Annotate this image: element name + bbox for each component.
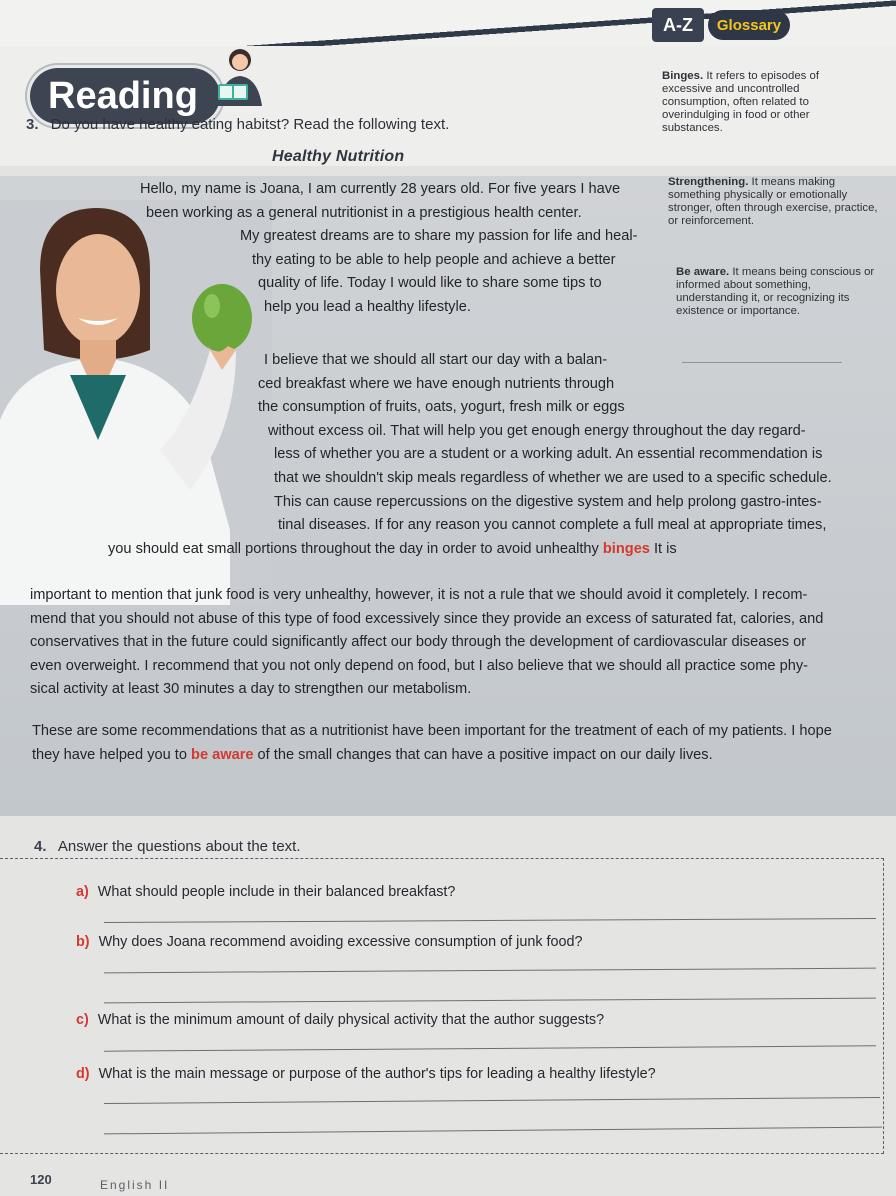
article-line <box>32 744 872 768</box>
glossary-be-aware <box>676 266 876 318</box>
glossary-binges <box>662 70 862 135</box>
question-text: Why does Joana recommend avoiding excessive consumption of junk food? <box>98 934 583 950</box>
reading-girl-icon <box>200 44 280 108</box>
article-line: tinal diseases. If for any reason you cannot complete a full meal at appropriate times, <box>278 517 827 534</box>
question-3 <box>26 116 449 133</box>
article-title: Healthy Nutrition <box>272 148 405 165</box>
question-4 <box>34 838 301 855</box>
question-b <box>76 934 583 950</box>
glossary-term: Binges. <box>662 70 704 82</box>
glossary-divider <box>682 362 842 363</box>
page-number: 120 <box>30 1172 52 1187</box>
article-line: sical activity at least 30 minutes a day to strengthen our metabolism. <box>30 681 472 698</box>
question-text: What should people include in their balanced breakfast? <box>97 884 456 900</box>
question-3-number: 3. <box>26 116 39 133</box>
answer-box <box>0 858 884 1154</box>
reading-label: Reading <box>48 74 198 117</box>
article-line: These are some recommendations that as a nutritionist have been important for the treatment of each of my patients. I hope <box>32 723 832 739</box>
question-c <box>76 1012 604 1028</box>
question-letter: b) <box>76 934 90 950</box>
article-line: My greatest dreams are to share my passion for life and heal- <box>240 228 638 245</box>
article-line: quality of life. Today I would like to share some tips to <box>258 275 602 292</box>
question-a <box>76 884 455 900</box>
article-line: that we shouldn't skip meals regardless of whether we are used to a specific schedule. <box>274 469 832 486</box>
question-d <box>76 1066 656 1082</box>
article-line: the consumption of fruits, oats, yogurt, fresh milk or eggs <box>258 399 625 416</box>
article-line: less of whether you are a student or a working adult. An essential recommendation is <box>274 446 823 463</box>
question-text: What is the minimum amount of daily physical activity that the author suggests? <box>97 1012 605 1028</box>
article-line: ced breakfast where we have enough nutrients through <box>258 375 615 392</box>
question-letter: c) <box>76 1012 89 1028</box>
article-paragraph-3 <box>30 584 880 702</box>
az-badge: A-Z <box>652 8 704 42</box>
article-line: important to mention that junk food is very unhealthy, however, it is not a rule that we should avoid it completely. I recom- <box>30 587 808 603</box>
question-4-number: 4. <box>34 838 47 855</box>
highlight-binges: binges <box>602 540 650 557</box>
glossary-definition: It refers to episodes of excessive and uncontrolled consumption, often related to overindulging in food or other substances. <box>662 70 820 134</box>
glossary-label: Glossary <box>708 10 790 40</box>
glossary-definition: It means making something physically or emotionally stronger, often through exercise, practice, or reinforcement. <box>668 176 878 227</box>
article-line: I believe that we should all start our day with a balan- <box>264 352 608 368</box>
book-label: English II <box>100 1178 170 1192</box>
article-line: mend that you should not abuse of this type of food excessively since they provide an excess of saturated fat, calories, and <box>30 610 824 627</box>
glossary-term: Be aware. <box>676 266 730 278</box>
article-line: been working as a general nutritionist in a prestigious health center. <box>146 204 582 221</box>
glossary-term: Strengthening. <box>668 176 749 188</box>
question-letter: a) <box>76 884 89 900</box>
article-line: Hello, my name is Joana, I am currently 28 years old. For five years I have <box>140 181 621 197</box>
article-text-fragment: they have helped you to <box>32 746 192 763</box>
highlight-be-aware: be aware <box>191 746 254 763</box>
article-line: thy eating to be able to help people and achieve a better <box>252 251 616 268</box>
article-paragraph-2 <box>108 349 878 561</box>
article-line: This can cause repercussions on the digestive system and help prolong gastro-intes- <box>274 493 822 510</box>
article-paragraph-4 <box>32 720 872 767</box>
article-text-fragment: you should eat small portions throughout the day in order to avoid unhealthy <box>108 540 603 557</box>
question-letter: d) <box>76 1066 90 1082</box>
article-text-fragment: of the small changes that can have a positive impact on our daily lives. <box>253 746 713 763</box>
article-line <box>108 538 878 562</box>
article-line: conservatives that in the future could significantly affect our body through the development of cardiovascular diseases or <box>30 634 807 651</box>
article-line: help you lead a healthy lifestyle. <box>264 298 471 315</box>
glossary-definition: It means being conscious or informed about something, understanding it, or recognizing its existence or importance. <box>676 266 875 317</box>
article-paragraph-1 <box>140 178 640 320</box>
article-line: even overweight. I recommend that you not only depend on food, but I also believe that we should all practice some phy- <box>30 657 808 674</box>
glossary-strengthening <box>668 176 878 228</box>
question-4-text: Answer the questions about the text. <box>57 838 301 855</box>
question-3-text: Do you have healthy eating habitst? Read the following text. <box>50 116 450 133</box>
article-text-fragment: It is <box>649 540 677 557</box>
article-line: without excess oil. That will help you get enough energy throughout the day regard- <box>268 422 806 439</box>
question-text: What is the main message or purpose of the author's tips for leading a healthy lifestyle? <box>98 1066 656 1082</box>
